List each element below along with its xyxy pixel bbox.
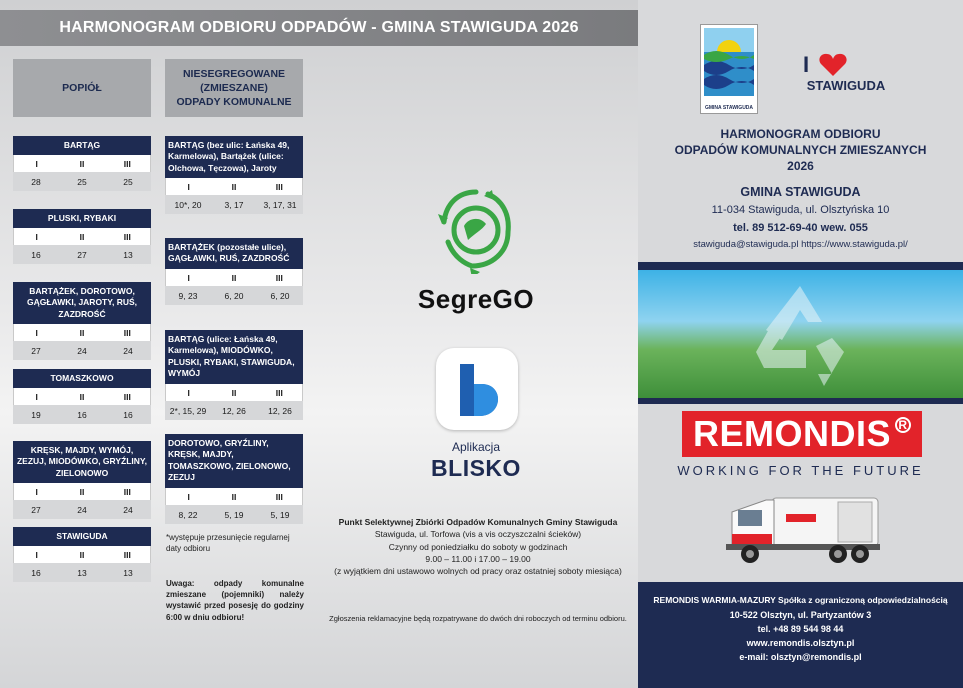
remondis-logo [682,411,922,457]
pickup-days: 16 [77,410,87,421]
pszok-line2: Czynny od poniedziałku do soboty w godzinach [388,541,568,552]
month-header: II [79,328,85,339]
month-header: I [187,491,190,502]
pszok-info [318,516,638,578]
pickup-days: 25 [123,177,133,188]
niesegregowane-schedule-block [165,238,303,305]
right-panel [638,0,963,688]
segrego-recycle-icon [428,184,524,274]
month-header-row [13,228,151,245]
block-area-name: TOMASZKOWO [13,369,151,388]
pickup-days: 16 [123,410,133,421]
month-header: I [187,182,190,193]
nies-title-1: NIESEGREGOWANE [182,67,286,80]
niesegregowane-schedule-block [165,136,303,214]
month-header: II [231,387,237,398]
month-header: II [231,182,237,193]
month-header: II [79,487,85,498]
month-header: II [79,159,85,170]
month-header-row [13,388,151,405]
pickup-days: 13 [77,568,87,579]
month-header: III [275,387,283,398]
pickup-days-row [13,172,151,191]
right-phone: tel. 89 512-69-40 wew. 055 [733,222,868,234]
month-header: II [79,392,85,403]
pickup-days: 10*, 20 [174,200,202,211]
month-header: I [35,328,38,339]
niesegregowane-schedule-block [165,330,303,420]
pickup-days: 16 [31,568,41,579]
blisko-caption: Aplikacja [451,440,501,454]
niesegregowane-header [165,59,303,117]
block-area-name: STAWIGUDA [13,527,151,546]
nies-title-2: (ZMIESZANE) [200,81,268,94]
warning-note: Uwaga: odpady komunalne zmieszane (pojemniki) należy wystawić przed posesję do godziny 6:00 w dniu odbioru! [166,579,304,622]
pickup-days: 24 [77,505,87,516]
pickup-days: 24 [123,505,133,516]
right-gmina: GMINA STAWIGUDA [740,185,861,199]
month-header-row [13,324,151,341]
month-header-row [13,546,151,563]
pickup-days: 27 [31,346,41,357]
heart-icon [819,53,847,77]
company-line5[interactable]: e-mail: olsztyn@remondis.pl [739,652,862,662]
month-header: III [123,392,131,403]
pickup-days: 3, 17, 31 [263,200,297,211]
pickup-days: 8, 22 [178,509,198,520]
month-header-row [165,384,303,401]
month-header: I [187,272,190,283]
pickup-days: 3, 17 [224,200,244,211]
landscape-image [638,270,963,398]
month-header: I [35,487,38,498]
right-title-2: ODPADÓW KOMUNALNYCH ZMIESZANYCH [674,143,927,157]
pszok-line1: Stawiguda, ul. Torfowa (vis a vis oczyszczalni ścieków) [374,529,582,540]
pickup-days: 9, 23 [178,290,198,301]
nies-title-3: ODPADY KOMUNALNE [176,96,292,109]
registered-icon: R [895,417,911,433]
logo-caption: GMINA STAWIGUDA [704,105,754,111]
pickup-days-row [13,500,151,519]
month-header-row [165,488,303,505]
popiol-schedule-block [13,209,151,264]
month-header: I [35,232,38,243]
month-header: II [231,491,237,502]
pickup-days: 2*, 15, 29 [169,405,207,416]
popiol-schedule-block [13,136,151,191]
pickup-days: 25 [77,177,87,188]
gmina-coat-icon [701,25,757,99]
blisko-b-icon [436,348,518,430]
block-area-name: BARTĄŻEK, DOROTOWO, GĄGŁAWKI, JAROTY, RUŚ, ZAZDROŚĆ [13,282,151,324]
pickup-days: 5, 19 [270,509,290,520]
block-area-name: BARTĄG [13,136,151,155]
pickup-days-row [165,195,303,214]
month-header: III [123,550,131,561]
popiol-schedule-block [13,369,151,424]
month-header: II [79,232,85,243]
love-stawiguda: STAWIGUDA [806,78,886,93]
pickup-days: 12, 26 [222,405,246,416]
divider-top [638,262,963,270]
popiol-schedule-block [13,441,151,519]
love-i: I [803,52,810,77]
pickup-days: 24 [123,346,133,357]
recycle-icon [740,282,860,386]
month-header: I [35,392,38,403]
month-header: III [123,159,131,170]
pickup-days: 24 [77,346,87,357]
pszok-line4: (z wyjątkiem dni ustawowo wolnych od pracy oraz ostatniej soboty miesiąca) [334,566,622,577]
pickup-days-row [165,505,303,524]
pickup-days: 19 [31,410,41,421]
block-area-name: BARTĄG (bez ulic: Łańska 49, Karmelowa), Bartążek (ulice: Olchowa, Tęczowa), Jaroty [165,136,303,178]
pickup-days: 16 [31,250,41,261]
gmina-logo [700,24,758,114]
blisko-app-icon[interactable] [436,348,518,430]
pickup-days-row [13,563,151,582]
company-line2: 10-522 Olsztyn, ul. Partyzantów 3 [729,610,872,620]
company-line1: REMONDIS WARMIA-MAZURY Spółka z ograniczoną odpowiedzialnością [653,595,948,605]
popiol-header: POPIÓŁ [13,59,151,117]
month-header-row [13,483,151,500]
month-header: III [123,487,131,498]
month-header: I [35,550,38,561]
segrego-label: SegreGO [417,284,535,314]
month-header: II [79,550,85,561]
right-title-1: HARMONOGRAM ODBIORU [720,127,881,141]
pickup-days: 13 [123,568,133,579]
complaints-note: Zgłoszenia reklamacyjne będą rozpatrywane do dwóch dni roboczych od terminu odbioru. [329,614,627,623]
pickup-days: 6, 20 [224,290,244,301]
block-area-name: BARTĄG (ulice: Łańska 49, Karmelowa), MIODÓWKO, PLUSKI, RYBAKI, STAWIGUDA, WYMÓJ [165,330,303,384]
pszok-title: Punkt Selektywnej Zbiórki Odpadów Komunalnych Gminy Stawiguda [338,517,618,527]
pickup-days-row [13,405,151,424]
pickup-days-row [165,286,303,305]
month-header-row [13,155,151,172]
company-line4[interactable]: www.remondis.olsztyn.pl [746,638,855,648]
month-header-row [165,178,303,195]
month-header: III [275,182,283,193]
right-address: 11-034 Stawiguda, ul. Olsztyńska 10 [711,204,890,216]
right-year: 2026 [787,159,814,173]
block-area-name: KRĘSK, MAJDY, WYMÓJ, ZEZUJ, MIODÓWKO, GRYŹLINY, ZIELONOWO [13,441,151,483]
blisko-label: BLISKO [431,455,521,481]
pickup-days: 28 [31,177,41,188]
brand-tagline: WORKING FOR THE FUTURE [677,463,924,478]
page-banner: HARMONOGRAM ODBIORU ODPADÓW - GMINA STAWIGUDA 2026 [0,10,638,46]
footnote: *występuje przesunięcie regularnej daty odbioru [166,533,290,554]
company-line3: tel. +48 89 544 98 44 [757,624,844,634]
pickup-days-row [13,245,151,264]
month-header: III [123,328,131,339]
pickup-days-row [13,341,151,360]
month-header: III [275,491,283,502]
month-header: II [231,272,237,283]
garbage-truck-image [726,488,886,566]
pickup-days: 5, 19 [224,509,244,520]
pszok-line3: 9.00 – 11.00 i 17.00 – 19.00 [425,553,531,564]
popiol-schedule-block [13,282,151,360]
month-header: III [123,232,131,243]
right-email-web[interactable]: stawiguda@stawiguda.pl https://www.stawiguda.pl/ [693,239,908,250]
month-header: III [275,272,283,283]
block-area-name: PLUSKI, RYBAKI [13,209,151,228]
pickup-days: 6, 20 [270,290,290,301]
pickup-days-row [165,401,303,420]
pickup-days: 12, 26 [268,405,292,416]
pickup-days: 27 [77,250,87,261]
pickup-days: 27 [31,505,41,516]
block-area-name: BARTĄŻEK (pozostałe ulice), GĄGŁAWKI, RUŚ, ZAZDROŚĆ [165,238,303,269]
divider-mid [638,398,963,404]
niesegregowane-schedule-block [165,434,303,524]
month-header: I [35,159,38,170]
popiol-schedule-block [13,527,151,582]
pickup-days: 13 [123,250,133,261]
block-area-name: DOROTOWO, GRYŹLINY, KRĘSK, MAJDY, TOMASZKOWO, ZIELONOWO, ZEZUJ [165,434,303,488]
month-header-row [165,269,303,286]
brand-name: REMONDIS [692,413,891,454]
month-header: I [187,387,190,398]
